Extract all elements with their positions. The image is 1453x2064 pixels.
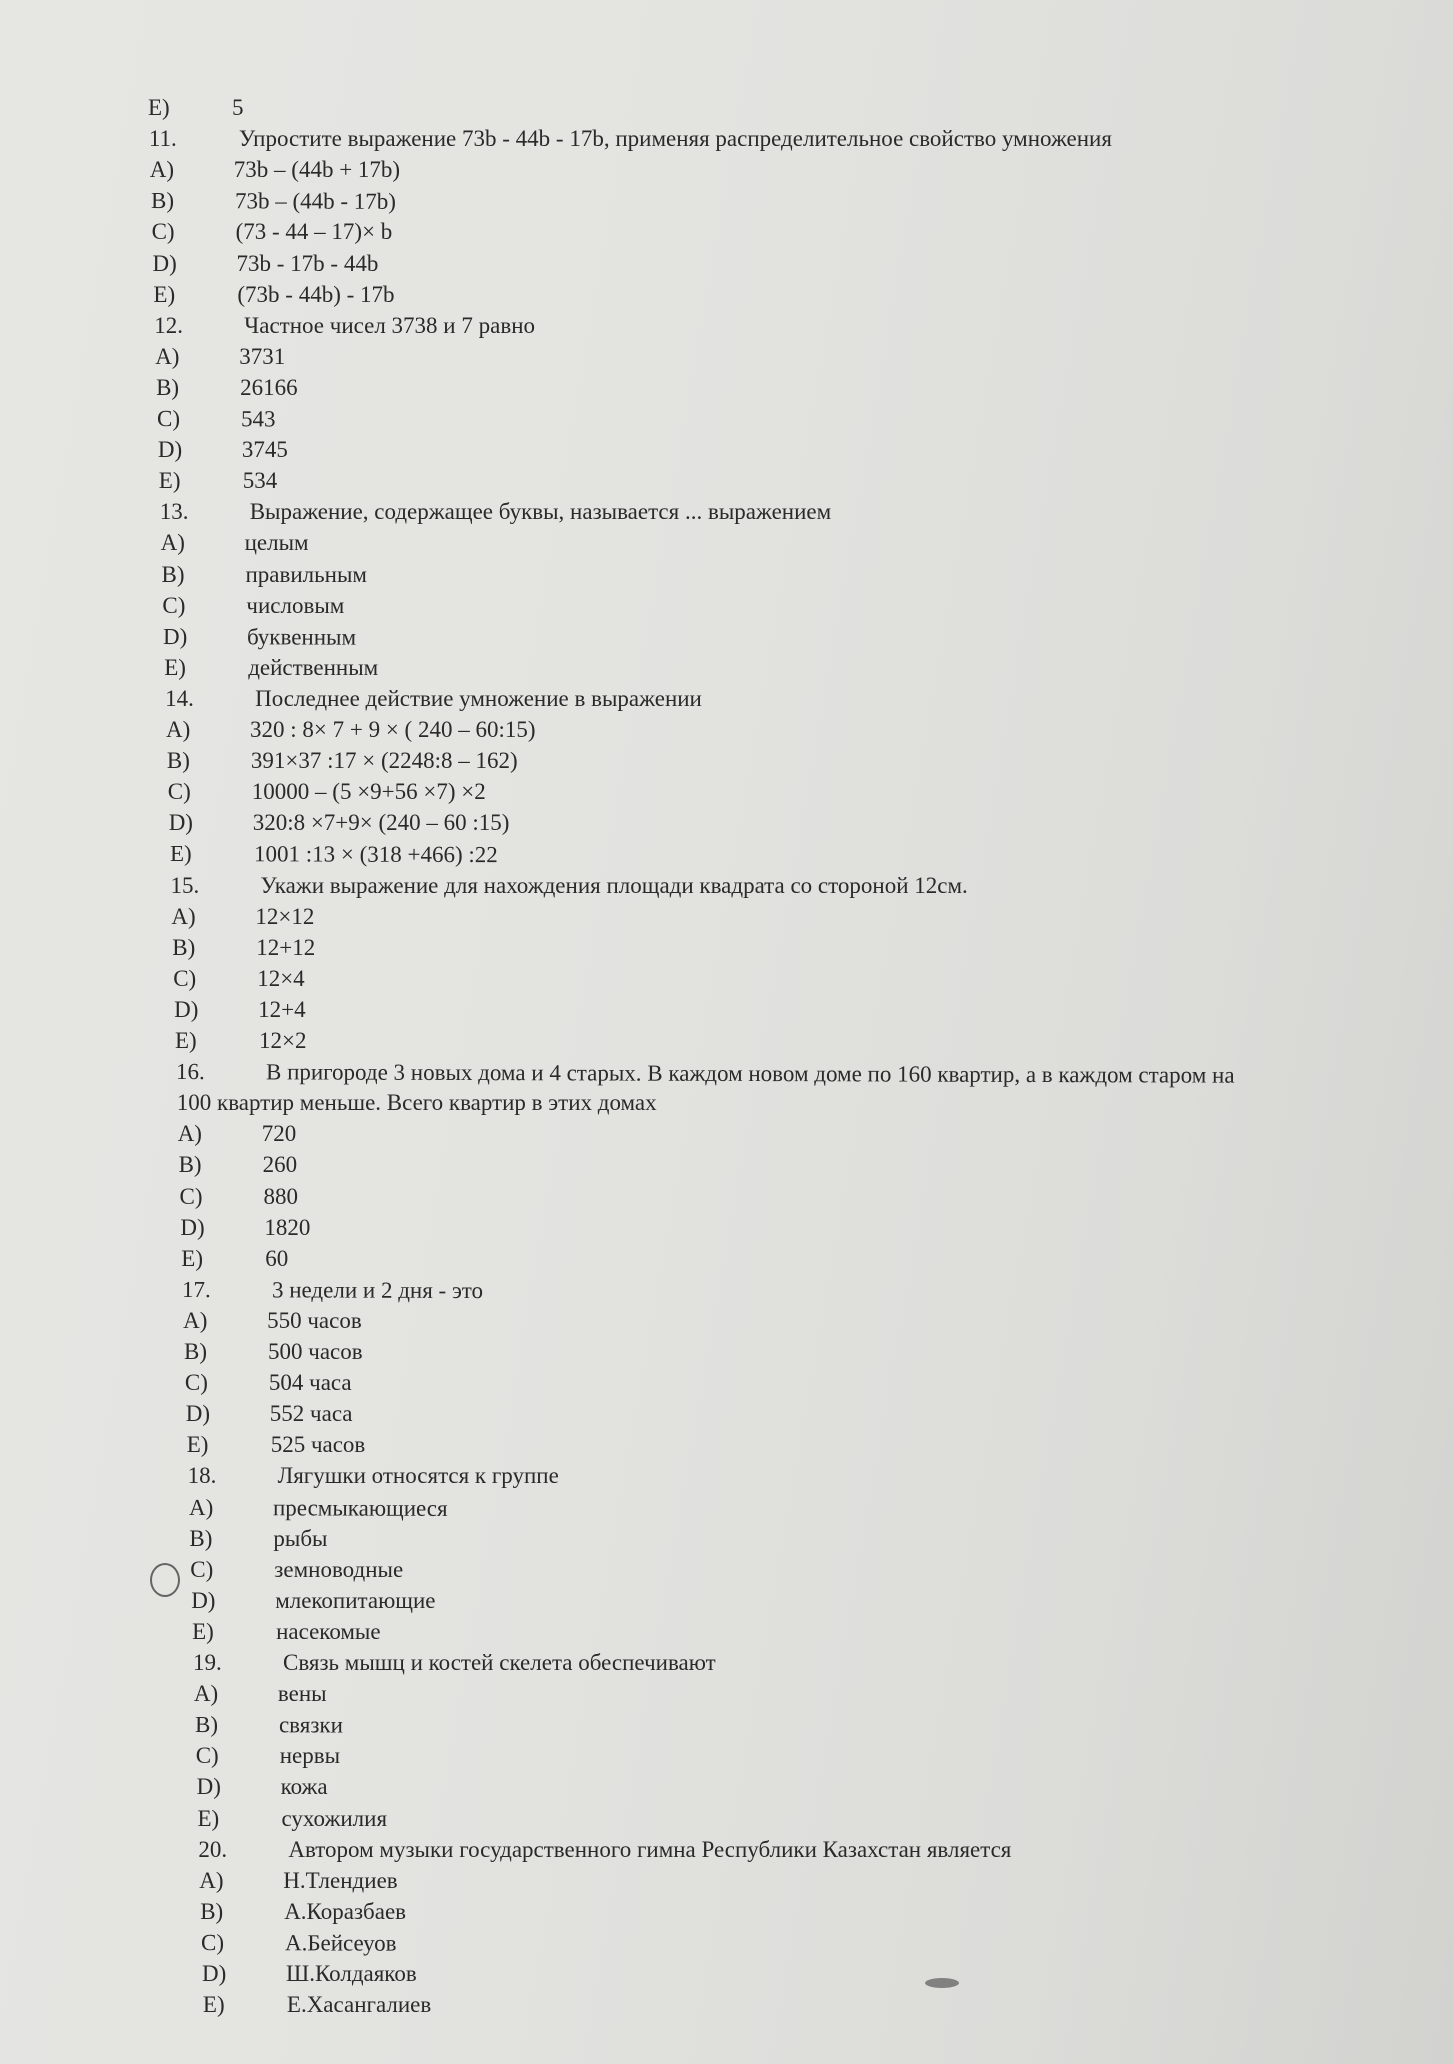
option-label: B) xyxy=(189,1525,213,1551)
question-number: 17. xyxy=(182,1276,211,1302)
option-label: E) xyxy=(197,1805,220,1831)
option-label: B) xyxy=(161,561,185,587)
option-text: 5 xyxy=(232,95,244,120)
option-text: насекомые xyxy=(276,1618,381,1644)
option-label: D) xyxy=(202,1961,227,1986)
option-text: 320:8 ×7+9× (240 – 60 :15) xyxy=(252,810,510,836)
option-text: 60 xyxy=(265,1245,289,1271)
option-text: Е.Хасангалиев xyxy=(286,1992,432,2018)
option-label: E) xyxy=(186,1432,209,1458)
question-text: Лягушки относятся к группе xyxy=(277,1463,559,1489)
option-text: 73b – (44b + 17b) xyxy=(233,157,401,183)
option-label: C) xyxy=(190,1556,214,1582)
option-label: E) xyxy=(175,1028,197,1053)
option-text: 26166 xyxy=(240,374,298,400)
option-label: A) xyxy=(166,717,191,742)
option-text: нервы xyxy=(279,1743,341,1769)
option-text: 1820 xyxy=(264,1214,311,1240)
option-label: D) xyxy=(180,1214,205,1240)
option-text: действенным xyxy=(248,654,379,680)
option-label: B) xyxy=(172,934,196,960)
question-number: 13. xyxy=(159,499,189,525)
option-text: 260 xyxy=(262,1152,298,1178)
option-text: 552 часа xyxy=(269,1401,353,1427)
option-label: B) xyxy=(200,1898,224,1924)
question-number: 18. xyxy=(187,1463,217,1489)
question-number: 12. xyxy=(154,312,184,338)
option-label: C) xyxy=(167,779,191,805)
option-label: E) xyxy=(202,1992,225,2018)
option-text: 534 xyxy=(242,468,278,494)
option-label: D) xyxy=(152,250,177,276)
option-text: 73b - 17b - 44b xyxy=(236,250,379,276)
question-number: 15. xyxy=(170,872,200,898)
question-text: Упростите выражение 73b - 44b - 17b, применяя распределительное свойство умножения xyxy=(238,126,1112,152)
option-label: B) xyxy=(150,188,174,214)
question-text: Последнее действие умножение в выражении xyxy=(255,685,702,711)
option-label: B) xyxy=(184,1339,207,1364)
option-text: 550 часов xyxy=(267,1307,362,1333)
option-text: рыбы xyxy=(273,1525,328,1551)
option-text: 500 часов xyxy=(268,1339,363,1364)
option-label: D) xyxy=(157,437,183,463)
option-label: A) xyxy=(188,1494,213,1520)
question-number: 11. xyxy=(148,126,177,152)
option-text: пресмыкающиеся xyxy=(272,1494,448,1521)
option-text: 3731 xyxy=(239,343,286,369)
option-label: E) xyxy=(148,95,170,120)
question-text: Автором музыки государственного гимна Республики Казахстан является xyxy=(288,1836,1012,1862)
option-label: E) xyxy=(192,1618,214,1644)
question-number: 14. xyxy=(165,685,194,711)
option-label: C) xyxy=(173,965,197,991)
option-text: млекопитающие xyxy=(275,1587,436,1613)
question-number: 19. xyxy=(193,1650,222,1675)
option-label: C) xyxy=(201,1929,225,1955)
option-label: D) xyxy=(168,810,193,836)
option-label: D) xyxy=(191,1587,216,1613)
option-label: E) xyxy=(169,841,192,867)
option-text: 12+4 xyxy=(258,996,306,1022)
option-label: C) xyxy=(162,592,186,618)
option-text: буквенным xyxy=(247,623,357,650)
option-text: (73 - 44 – 17)× b xyxy=(235,219,393,245)
option-label: A) xyxy=(177,1121,202,1147)
option-text: 720 xyxy=(261,1121,297,1147)
option-text: 320 : 8× 7 + 9 × ( 240 – 60:15) xyxy=(250,717,536,742)
option-label: C) xyxy=(179,1183,203,1209)
question-number: 20. xyxy=(198,1836,228,1862)
question-text: В пригороде 3 новых дома и 4 старых. В каждом новом доме по 160 квартир, а в каждом старом на xyxy=(265,1059,1235,1088)
option-label: E) xyxy=(181,1245,204,1271)
option-text: Ш.Колдаяков xyxy=(286,1961,417,1986)
option-text: 880 xyxy=(263,1183,298,1209)
option-text: 10000 – (5 ×9+56 ×7) ×2 xyxy=(251,779,486,805)
option-label: C) xyxy=(195,1743,219,1769)
option-label: A) xyxy=(183,1307,208,1333)
option-text: числовым xyxy=(246,592,345,618)
option-text: 12×4 xyxy=(257,965,305,991)
option-text: 73b – (44b - 17b) xyxy=(234,188,396,215)
option-text: 543 xyxy=(240,406,276,432)
option-label: D) xyxy=(196,1774,221,1800)
option-text: целым xyxy=(244,530,309,556)
question-number: 16. xyxy=(175,1059,205,1085)
question-text: Выражение, содержащее буквы, называется ... выражением xyxy=(249,499,832,525)
option-text: 504 часа xyxy=(268,1370,352,1396)
option-text: Н.Тлендиев xyxy=(283,1867,398,1893)
option-label: D) xyxy=(185,1401,211,1427)
option-label: A) xyxy=(149,157,175,183)
option-label: B) xyxy=(178,1152,202,1178)
option-label: E) xyxy=(164,654,186,680)
option-text: А.Бейсеуов xyxy=(285,1930,397,1956)
option-label: D) xyxy=(163,623,188,649)
question-text: Связь мышц и костей скелета обеспечивают xyxy=(283,1650,716,1675)
option-text: земноводные xyxy=(274,1556,404,1582)
option-text: 12×2 xyxy=(259,1028,307,1053)
pen-circle-mark xyxy=(150,1563,180,1597)
option-label: A) xyxy=(199,1867,224,1893)
option-label: A) xyxy=(171,903,196,929)
ink-blot xyxy=(925,1978,959,1988)
option-text: А.Коразбаев xyxy=(284,1898,407,1924)
question-text: Частное чисел 3738 и 7 равно xyxy=(244,312,535,338)
option-text: кожа xyxy=(280,1774,328,1800)
option-label: C) xyxy=(184,1370,208,1396)
option-text: сухожилия xyxy=(281,1805,388,1831)
option-label: C) xyxy=(151,219,175,245)
option-label: E) xyxy=(153,281,176,307)
option-label: A) xyxy=(160,530,185,556)
option-text: 1001 :13 × (318 +466) :22 xyxy=(253,841,498,868)
option-label: B) xyxy=(156,374,180,400)
option-text: (73b - 44b) - 17b xyxy=(237,281,395,307)
option-label: D) xyxy=(174,996,199,1022)
option-text: 525 часов xyxy=(270,1432,366,1458)
option-text: 12×12 xyxy=(255,903,315,929)
option-label: C) xyxy=(156,406,181,432)
question-text-continued: 100 квартир меньше. Всего квартир в этих домах xyxy=(176,1090,657,1116)
option-text: 391×37 :17 × (2248:8 – 162) xyxy=(250,748,518,774)
option-label: E) xyxy=(158,468,181,494)
option-label: B) xyxy=(166,748,190,774)
option-label: A) xyxy=(193,1681,219,1707)
option-text: 12+12 xyxy=(256,934,316,960)
option-label: A) xyxy=(155,343,180,369)
option-text: связки xyxy=(278,1712,343,1738)
question-text: Укажи выражение для нахождения площади квадрата со стороной 12см. xyxy=(260,872,968,898)
option-text: вены xyxy=(277,1681,327,1707)
option-text: правильным xyxy=(245,561,367,587)
question-text: 3 недели и 2 дня - это xyxy=(272,1277,484,1303)
option-text: 3745 xyxy=(241,437,288,463)
option-label: B) xyxy=(194,1712,218,1738)
